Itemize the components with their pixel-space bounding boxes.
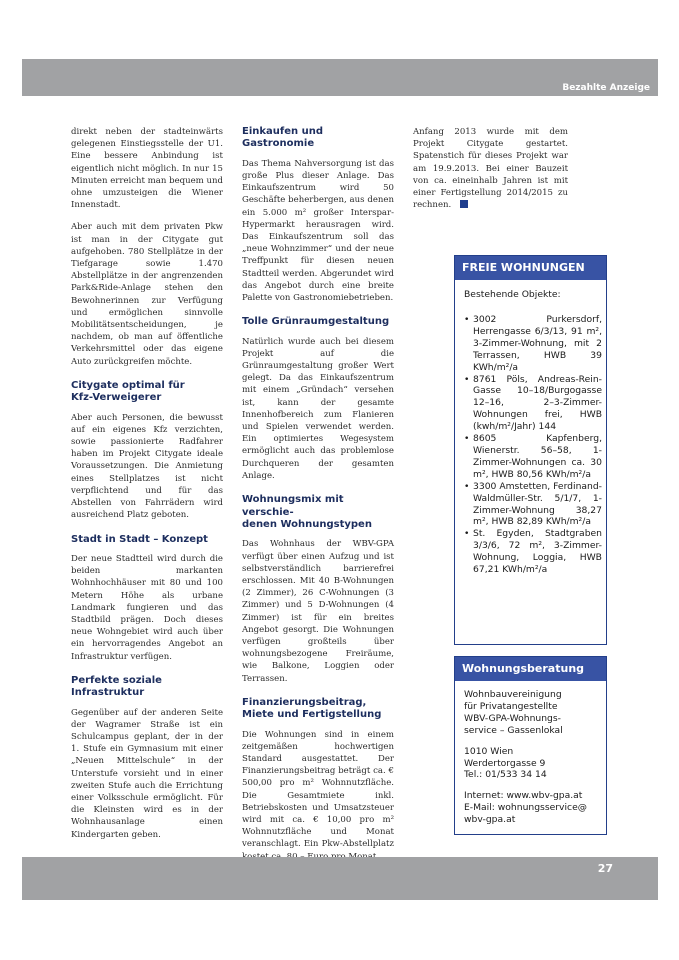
header-band <box>22 59 658 96</box>
bullet-icon: • <box>464 528 470 540</box>
paragraph: direkt neben der stadteinwärts gelegenen Einstiegsstelle der U1. Eine bessere Anbindung ist eigentlich nicht möglich. In nur 15 Minuten erreicht man bequem und ohne umzusteigen die Wiener Innenstadt. <box>71 127 223 211</box>
housing-advice-title: Wohnungsberatung <box>455 657 606 681</box>
section-heading: Perfekte soziale Infrastruktur <box>71 674 162 699</box>
paragraph: Die Wohnungen sind in einem zeitgemäßen hochwertigen Standard ausgestattet. Der Finanzierungsbeitrag beträgt ca. € 500,00 pro m² Wohnnutzfläche. Die Gesamtmiete inkl. Betriebskosten und Umsatzsteuer wird mit ca. € 10,00 pro m² Wohnnutzfläche und Monat veranschlagt. Ein Pkw-Abstellplatz <box>242 729 394 850</box>
bullet-icon: • <box>464 433 470 445</box>
list-item: • St. Egyden, Stadtgraben 3/3/6, 72 m², 3-Zimmer-Wohnung, Loggia, HWB 67,21 KWh/m²/a <box>464 528 602 576</box>
free-apartments-title: FREIE WOHNUNGEN <box>455 256 606 280</box>
page-number: 27 <box>597 862 613 875</box>
free-apartments-subtitle: Bestehende Objekte: <box>464 289 561 300</box>
website-link[interactable]: Internet: www.wbv-gpa.at <box>464 790 583 802</box>
list-item: • 8761 Pöls, Andreas-Rein-Gasse 10–18/Burgogasse 12–16, 2–3-Zimmer-Wohnungen frei, HWB (kwh/m²/Jahr) 144 <box>464 373 602 433</box>
list-item: • 3300 Amstetten, Ferdinand-Waldmüller-Str. 5/1/7, 1- Zimmer-Wohnung 38,27 m², HWB 82,89 KWh/m²/a <box>464 480 602 528</box>
section-heading: Stadt in Stadt – Konzept <box>71 533 208 545</box>
column-middle <box>242 126 394 863</box>
org-line: Wohnbauvereinigung <box>464 689 562 700</box>
footer-band <box>22 857 658 900</box>
section-heading: Finanzierungsbeitrag, Miete und Fertigstellung <box>242 696 382 721</box>
address-street: Werdertorgasse 9 <box>464 757 546 769</box>
paragraph: Aber auch mit dem privaten Pkw ist man in der Citygate gut aufgehoben. 780 Stellplätze in der Tiefgarage sowie 1.470 Abstellplätze in der angrenzenden Park&Ride-Anlage stehen den Bewohnerinnen zur Verfügung und ermöglichen sinnvolle Mobilitätsentscheidungen, je nachdem, ob man auf öffentliche Verkehrsmittel oder das eigene Auto zurückgreifen möchte. <box>71 222 223 367</box>
email-link[interactable]: E-Mail: wohnungsservice@ wbv-gpa.at <box>464 802 587 826</box>
column-left <box>71 126 223 841</box>
paragraph: Natürlich wurde auch bei diesem Projekt auf die Grünraumgestaltung großer Wert gelegt. Da das Einkaufszentrum mit einem „Gründach“ versehen ist, kann der gesamte Innenhofbereich zum Flanieren und Spielen verwendet werden. Ein optimiertes Wegesystem ermöglicht auch das problemlose Durchqueren der gesamten Anlage. <box>242 336 394 481</box>
list-item: • 3002 Purkersdorf, Herrengasse 6/3/13, 91 m², 3-Zimmer-Wohnung, mit 2 Terrassen, HWB 39 KWh/m²/a <box>464 314 602 373</box>
paragraph: Das Thema Nahversorgung ist das große Plus dieser Anlage. Das Einkaufszentrum wird 50 Geschäfte beherbergen, aus denen ein 5.000 m² großer Interspar-Hypermarkt herausragen wird. Das Einkaufszentrum soll das „neue Wohnzimmer“ und der neue Treffpunkt für diesen neuen Stadtteil werden. Abgerundet wird das Angebot durch eine breite Palette von Gastronomiebetrieben. <box>242 158 394 304</box>
phone-number: Tel.: 01/533 34 14 <box>464 769 547 781</box>
section-heading: Citygate optimal für Kfz-Verweigerer <box>71 379 185 404</box>
paragraph: Anfang 2013 wurde mit dem Projekt Citygate gestartet. Spatenstich für dieses Projekt war am 19.9.2013. Bei einer Bauzeit von ca. eineinhalb Jahren ist mit einer Fertigstellung 2014/2015 zu rechnen. <box>413 127 568 211</box>
section-heading: Tolle Grünraumgestaltung <box>242 316 390 328</box>
column-right <box>413 126 568 211</box>
bullet-icon: • <box>464 373 470 385</box>
section-heading: Wohnungsmix mit verschie- denen Wohnungstypen <box>242 494 372 530</box>
paid-ad-label: Bezahlte Anzeige <box>562 83 650 93</box>
end-mark-square <box>460 200 468 208</box>
apartment-list <box>455 314 606 576</box>
housing-advice-box <box>454 656 607 835</box>
free-apartments-box <box>454 255 607 645</box>
list-item: • 8605 Kapfenberg, Wienerstr. 56–58, 1-Zimmer-Wohnungen ca. 30 m², HWB 80,56 KWh/m²/a <box>464 433 602 480</box>
paragraph: Gegenüber auf der anderen Seite der Wagramer Straße ist ein Schulcampus geplant, der in der 1. Stufe ein Gymnasium mit einer „Neuen Mittelschule“ in der Unterstufe vorsieht und in einer zweiten Stufe auch die Errichtung einer Volksschule ermöglicht. Für die Kleinsten wird es in der Wohnhausanlage einen Kindergarten geben. <box>71 707 223 840</box>
section-heading: Einkaufen und Gastronomie <box>242 126 324 150</box>
org-line: service – Gassenlokal <box>464 724 563 736</box>
paragraph: Das Wohnhaus der WBV-GPA verfügt über einen Aufzug und ist selbstverständlich barrierefrei erschlossen. Mit 40 B-Wohnungen (2 Zimmer), 26 C-Wohnungen (3 Zimmer) und 5 D-Wohnungen (4 Zimmer) ist für ein breites Angebot gesorgt. Die Wohnungen verfügen großteils über wohnungsbezogene Freiräume, wie Balkone, Loggien oder Terrassen. <box>242 539 394 684</box>
org-line: für Privatangestellte <box>464 700 558 712</box>
paragraph: Der neue Stadtteil wird durch die beiden markanten Wohnhochhäuser mit 80 und 100 Metern Höhe als urbane Landmark fungieren und das Stadtbild prägen. Doch dieses neue Wohngebiet wird auch über ein hervorragendes Angebot an Infrastruktur verfügen. <box>71 553 223 662</box>
paragraph: Aber auch Personen, die bewusst auf ein eigenes Kfz verzichten, sowie passionierte Radfahrer haben im Projekt Citygate ideale Voraussetzungen. Die Anmietung eines Stellplatzes ist nicht verpflichtend und für das Abstellen von Fahrrädern wird ausreichend Platz geboten. <box>71 412 223 521</box>
contact-details <box>455 681 606 826</box>
bullet-icon: • <box>464 314 470 325</box>
bullet-icon: • <box>464 480 470 492</box>
address-city: 1010 Wien <box>464 745 514 757</box>
org-line: WBV-GPA-Wohnungs- <box>464 712 561 724</box>
